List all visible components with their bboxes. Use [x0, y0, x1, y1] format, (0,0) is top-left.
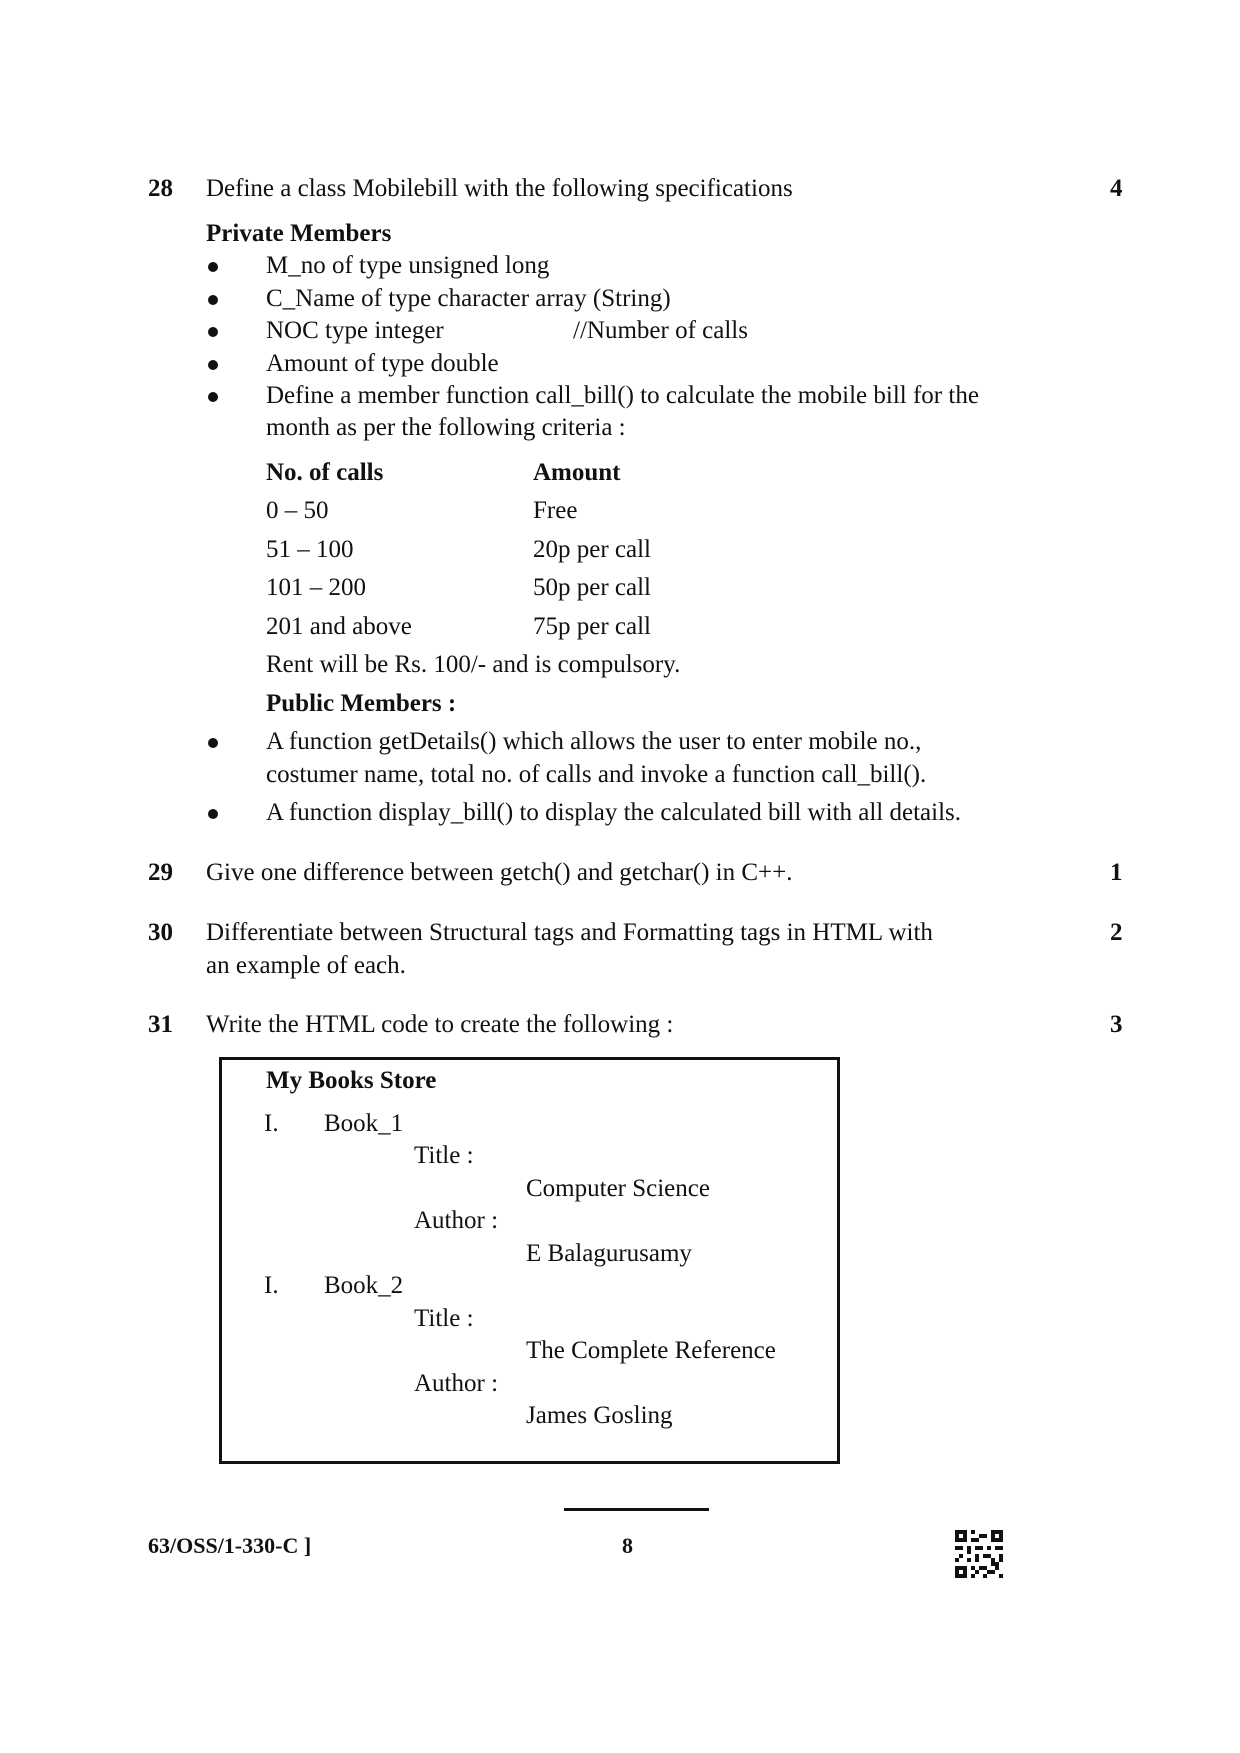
table-cell: 51 – 100: [266, 536, 354, 563]
question-marks: 1: [1110, 859, 1123, 886]
table-cell: 75p per call: [533, 613, 652, 640]
book-author: E Balagurusamy: [526, 1240, 692, 1267]
question-number: 31: [148, 1011, 173, 1038]
bullet-icon: [208, 327, 218, 337]
table-header-amount: Amount: [533, 459, 621, 486]
bullet-icon: [208, 360, 218, 370]
book-title: The Complete Reference: [526, 1337, 776, 1364]
book-name: Book_2: [324, 1272, 404, 1299]
question-number: 30: [148, 919, 173, 946]
table-cell: 0 – 50: [266, 497, 329, 524]
bullet-item: C_Name of type character array (String): [266, 285, 671, 312]
rent-note: Rent will be Rs. 100/- and is compulsory.: [266, 651, 681, 678]
private-members-heading: Private Members: [206, 220, 392, 247]
author-label: Author :: [414, 1370, 499, 1397]
bullet-item-continuation: costumer name, total no. of calls and invoke a function call_bill().: [266, 761, 927, 788]
table-cell: 20p per call: [533, 536, 652, 563]
bullet-item: NOC type integer: [266, 317, 444, 344]
bullet-icon: [208, 262, 218, 272]
title-label: Title :: [414, 1142, 474, 1169]
bullet-item: Define a member function call_bill() to calculate the mobile bill for the: [266, 382, 979, 409]
paper-code: 63/OSS/1-330-C ]: [148, 1533, 312, 1558]
question-text: Write the HTML code to create the following :: [206, 1011, 674, 1038]
bullet-icon: [208, 809, 218, 819]
table-cell: 101 – 200: [266, 574, 366, 601]
end-rule: [564, 1508, 709, 1511]
question-number: 28: [148, 175, 173, 202]
question-text-continuation: an example of each.: [206, 952, 406, 979]
bullet-item: M_no of type unsigned long: [266, 252, 550, 279]
question-text: Give one difference between getch() and getchar() in C++.: [206, 859, 793, 886]
book-author: James Gosling: [526, 1402, 673, 1429]
list-numeral: I.: [264, 1110, 279, 1137]
book-name: Book_1: [324, 1110, 404, 1137]
question-text: Differentiate between Structural tags and Formatting tags in HTML with: [206, 919, 933, 946]
box-title: My Books Store: [266, 1067, 437, 1094]
question-marks: 4: [1110, 175, 1123, 202]
code-comment: //Number of calls: [573, 317, 748, 344]
bullet-icon: [208, 392, 218, 402]
bullet-icon: [208, 295, 218, 305]
question-text: Define a class Mobilebill with the following specifications: [206, 175, 793, 202]
table-cell: Free: [533, 497, 578, 524]
question-marks: 2: [1110, 919, 1123, 946]
bullet-icon: [208, 738, 218, 748]
book-title: Computer Science: [526, 1175, 710, 1202]
bullet-item: A function getDetails() which allows the user to enter mobile no.,: [266, 728, 922, 755]
title-label: Title :: [414, 1305, 474, 1332]
bullet-item-continuation: month as per the following criteria :: [266, 414, 626, 441]
qr-code-icon: [955, 1530, 1003, 1578]
table-cell: 50p per call: [533, 574, 652, 601]
public-members-heading: Public Members :: [266, 690, 457, 717]
question-marks: 3: [1110, 1011, 1123, 1038]
bullet-item: Amount of type double: [266, 350, 499, 377]
author-label: Author :: [414, 1207, 499, 1234]
list-numeral: I.: [264, 1272, 279, 1299]
bullet-item: A function display_bill() to display the calculated bill with all details.: [266, 799, 961, 826]
question-number: 29: [148, 859, 173, 886]
table-header-calls: No. of calls: [266, 459, 384, 486]
table-cell: 201 and above: [266, 613, 412, 640]
page-number: 8: [622, 1533, 633, 1558]
